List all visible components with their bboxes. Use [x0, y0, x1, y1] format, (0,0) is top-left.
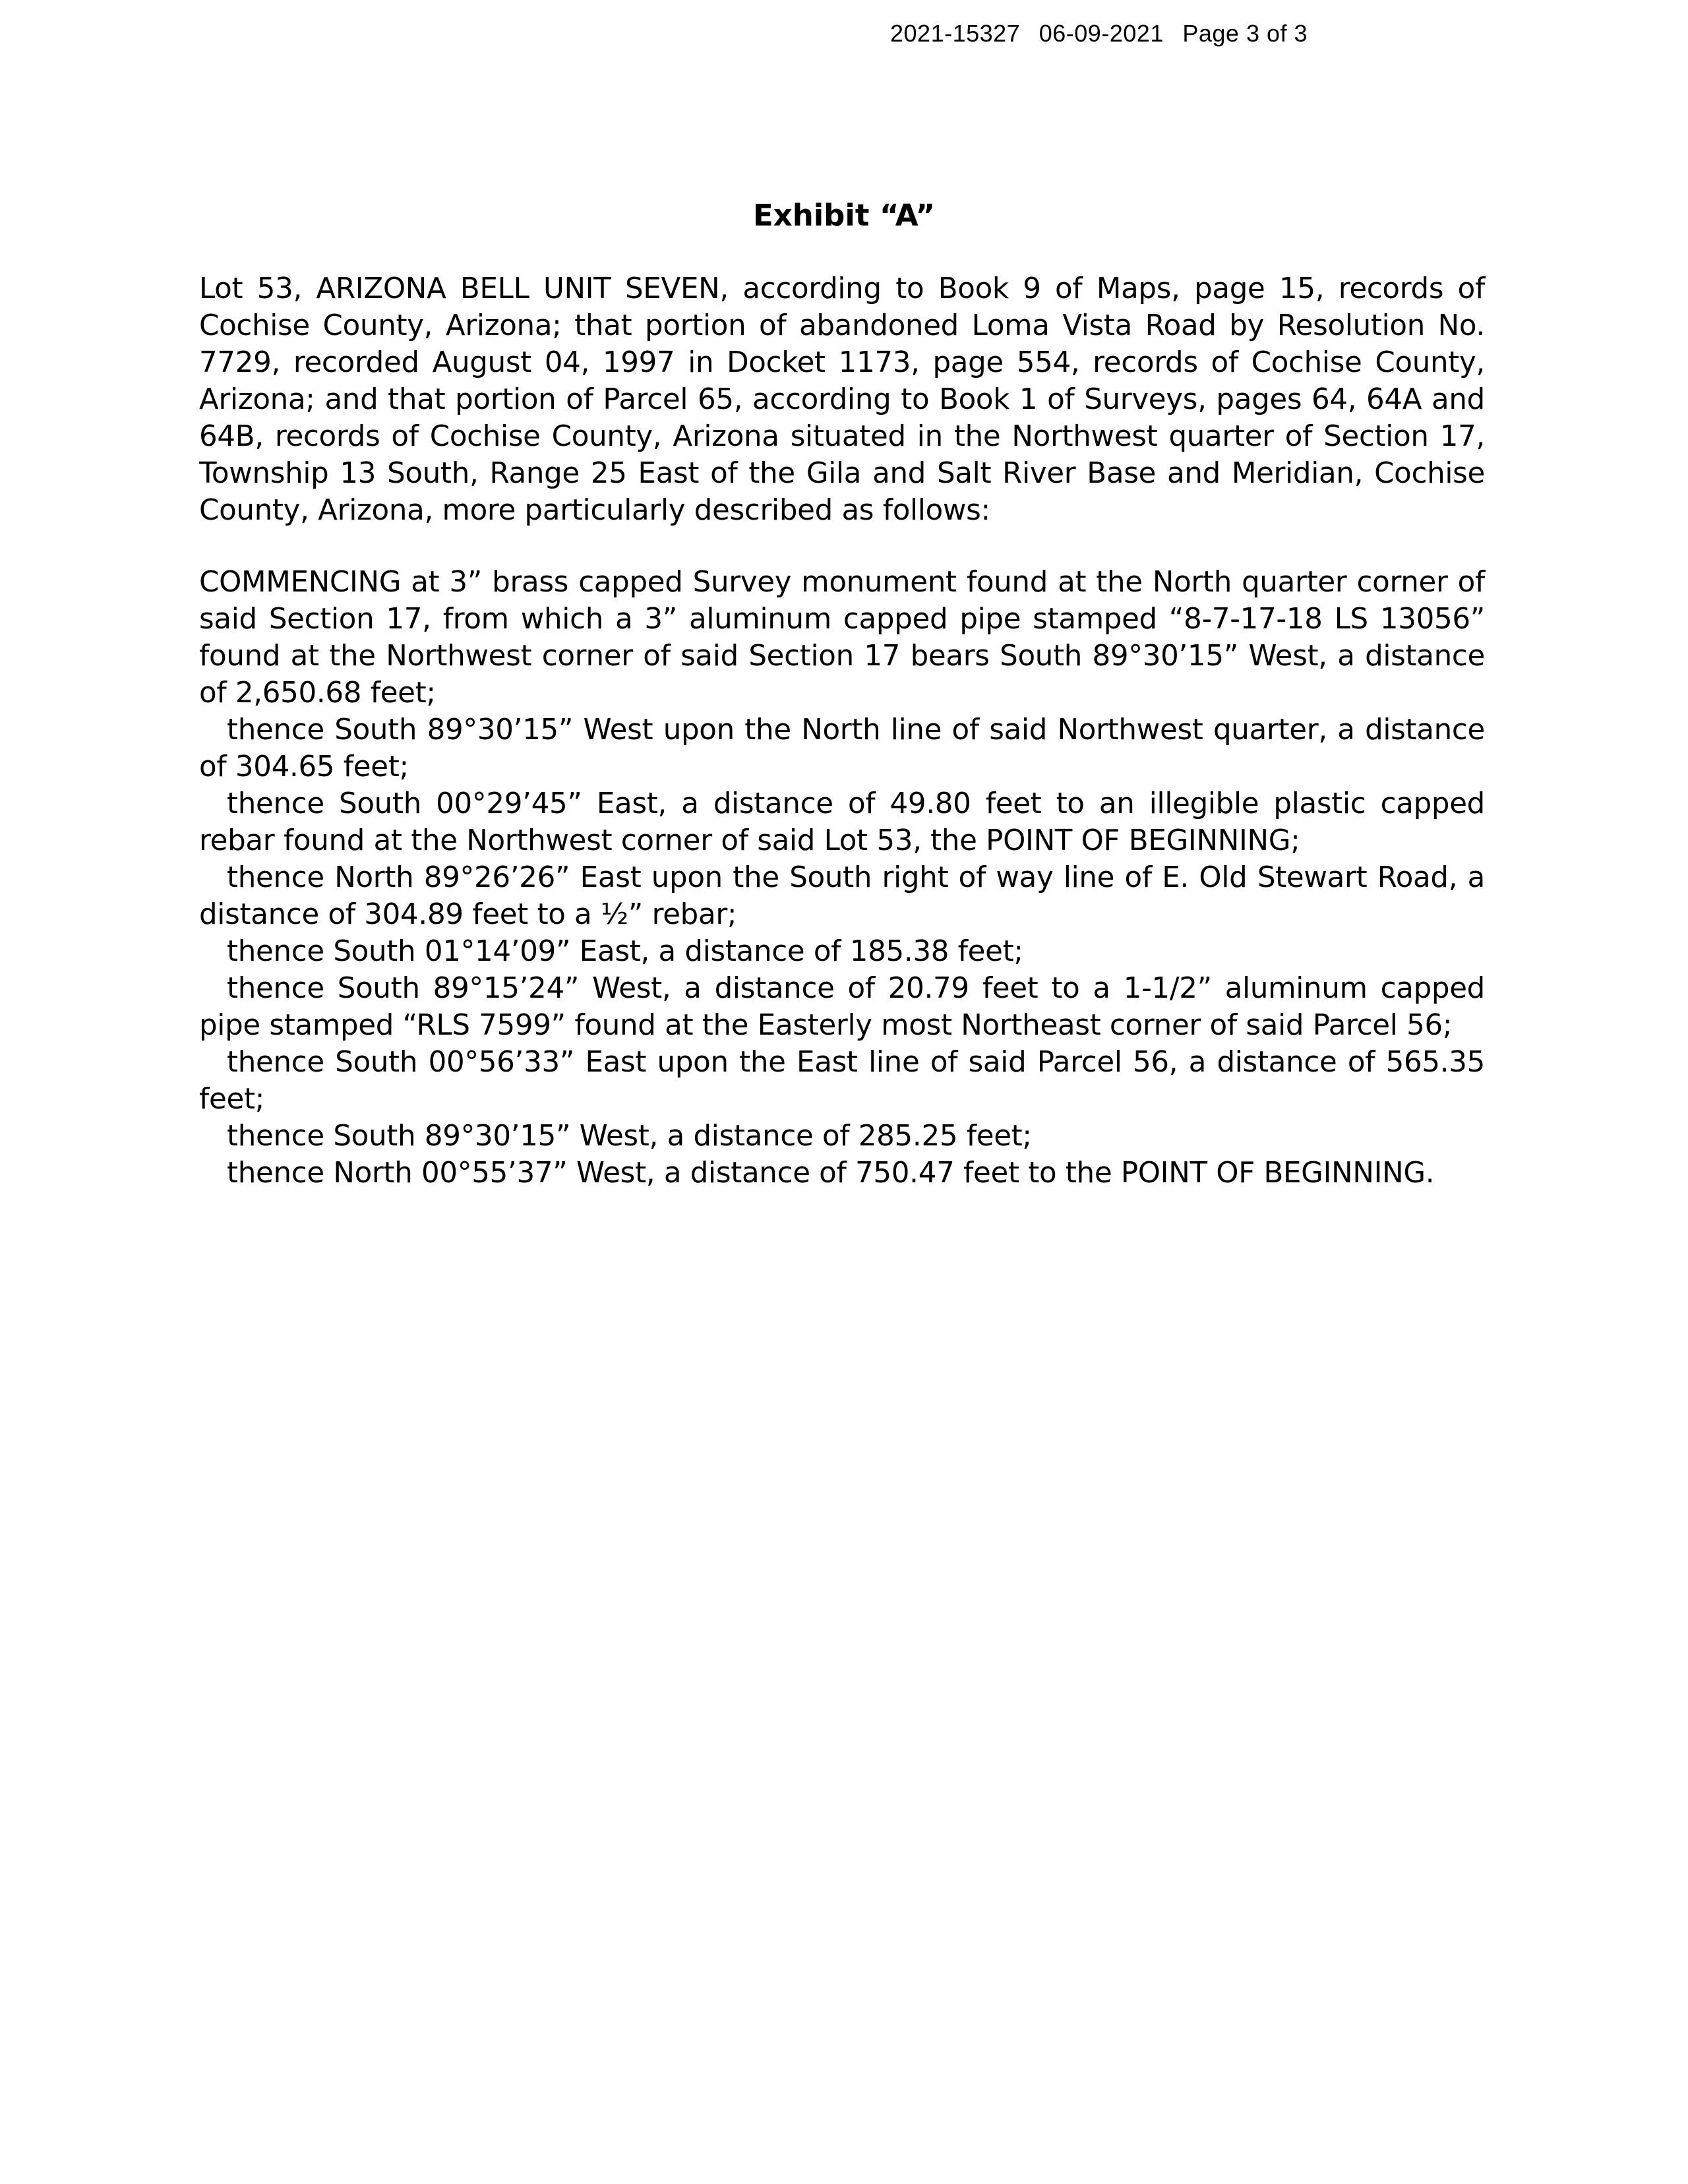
recording-date: 06-09-2021: [1039, 20, 1164, 47]
intro-paragraph: Lot 53, ARIZONA BELL UNIT SEVEN, according to Book 9 of Maps, page 15, records of Cochise County, Arizona; that portion of abandoned Loma Vista Road by Resolution No. 7729, recorded August 04, 1997 in Docket 1173, page 554, records of Cochise County, Arizona; and that portion of Parcel 65, according to Book 1 of Surveys, pages 64, 64A and 64B, records of Cochise County, Arizona situated in the Northwest quarter of Section 17, Township 13 South, Range 25 East of the Gila and Salt River Base and Meridian, Cochise County, Arizona, more particularly described as follows:: [199, 272, 1485, 527]
course-call: thence North 00°55’37” West, a distance of 750.47 feet to the POINT OF BEGINNING.: [227, 1157, 1435, 1190]
commencing-paragraph: COMMENCING at 3” brass capped Survey monument found at the North quarter corner of said Section 17, from which a 3” aluminum capped pipe stamped “8-7-17-18 LS 13056” found at the Northwest corner of said Section 17 bears South 89°30’15” West, a distance of 2,650.68 feet;: [199, 566, 1485, 710]
legal-description: [199, 564, 1485, 1192]
exhibit-title: Exhibit “A”: [752, 198, 936, 233]
recording-header: [890, 20, 1339, 47]
page-number: Page 3 of 3: [1182, 20, 1308, 47]
course-call: thence South 01°14’09” East, a distance of 185.38 feet;: [227, 935, 1023, 968]
course-call: thence South 00°29’45” East, a distance of 49.80 feet to an illegible plastic capped rebar found at the Northwest corner of said Lot 53, the POINT OF BEGINNING;: [199, 787, 1485, 857]
course-call: thence South 89°30’15” West upon the North line of said Northwest quarter, a distance of 304.65 feet;: [199, 713, 1485, 783]
course-call: thence South 89°15’24” West, a distance of 20.79 feet to a 1-1/2” aluminum capped pipe stamped “RLS 7599” found at the Easterly most Northeast corner of said Parcel 56;: [199, 972, 1485, 1042]
document-number: 2021-15327: [890, 20, 1021, 47]
course-call: thence South 00°56’33” East upon the East line of said Parcel 56, a distance of 565.35 feet;: [199, 1046, 1485, 1116]
course-call: thence South 89°30’15” West, a distance of 285.25 feet;: [227, 1120, 1032, 1153]
course-call: thence North 89°26’26” East upon the South right of way line of E. Old Stewart Road, a distance of 304.89 feet to a ½” rebar;: [199, 861, 1485, 931]
